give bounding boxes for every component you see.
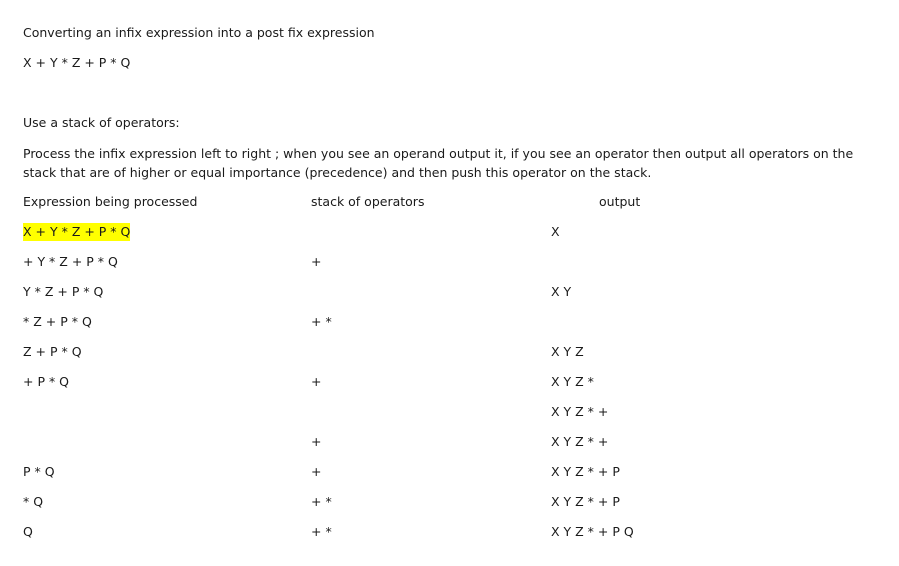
- row-stack: + *: [311, 494, 332, 509]
- header-stack: stack of operators: [311, 194, 425, 209]
- row-stack: + *: [311, 314, 332, 329]
- row-output: X Y Z * +: [551, 434, 609, 449]
- row-expression: Q: [23, 524, 33, 539]
- row-stack: +: [311, 254, 322, 269]
- row-output: X Y Z * + P Q: [551, 524, 634, 539]
- table-row: [0, 403, 899, 421]
- algorithm-description: Process the infix expression left to right ; when you see an operand output it, if you see an operator then output all operators on the stack that are of higher or equal importance (precedence) and then push this operator on the stack.: [23, 146, 854, 180]
- table-row: [0, 313, 899, 331]
- row-output: X Y Z *: [551, 374, 594, 389]
- header-output: output: [599, 194, 641, 209]
- table-row: [0, 463, 899, 481]
- table-row: [0, 343, 899, 361]
- header-expression: Expression being processed: [23, 194, 198, 209]
- row-output: X Y Z * + P: [551, 464, 620, 479]
- table-row: [0, 253, 899, 271]
- row-expression: + P * Q: [23, 374, 70, 389]
- row-output: X Y Z: [551, 344, 584, 359]
- infix-expression: X + Y * Z + P * Q: [23, 55, 131, 70]
- stack-intro: Use a stack of operators:: [23, 115, 180, 130]
- row-output: X Y: [551, 284, 572, 299]
- row-expression: X + Y * Z + P * Q: [23, 224, 131, 239]
- row-output: X Y Z * +: [551, 404, 609, 419]
- table-row: [0, 523, 899, 541]
- table-row: [0, 373, 899, 391]
- row-expression: Z + P * Q: [23, 344, 82, 359]
- row-stack: +: [311, 374, 322, 389]
- row-stack: +: [311, 434, 322, 449]
- table-header: [0, 193, 899, 211]
- document-title: Converting an infix expression into a post fix expression: [23, 25, 375, 40]
- row-output: X: [551, 224, 560, 239]
- row-output: X Y Z * + P: [551, 494, 620, 509]
- row-expression: * Q: [23, 494, 44, 509]
- row-expression: + Y * Z + P * Q: [23, 254, 118, 269]
- row-stack: + *: [311, 524, 332, 539]
- row-expression: * Z + P * Q: [23, 314, 92, 329]
- table-row: [0, 493, 899, 511]
- table-row: [0, 283, 899, 301]
- table-row: [0, 223, 899, 241]
- row-expression: P * Q: [23, 464, 55, 479]
- row-stack: +: [311, 464, 322, 479]
- table-row: [0, 433, 899, 451]
- row-expression: Y * Z + P * Q: [23, 284, 104, 299]
